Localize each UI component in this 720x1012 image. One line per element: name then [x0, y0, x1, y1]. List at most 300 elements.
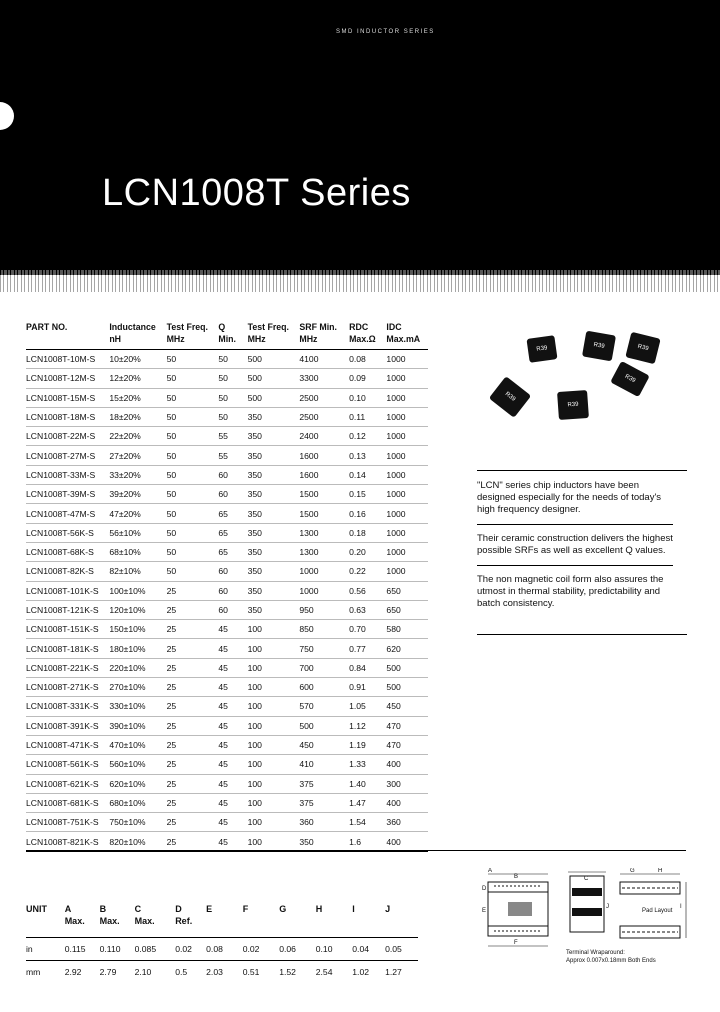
- table-cell: 680±10%: [109, 793, 166, 812]
- table-cell: 1300: [299, 542, 349, 561]
- table-cell: 50: [167, 504, 219, 523]
- table-cell: 350: [248, 504, 300, 523]
- table-cell: 45: [218, 678, 247, 697]
- dimension-diagram: [480, 868, 692, 968]
- dim-col-header: H: [315, 904, 323, 914]
- table-cell: 360: [299, 813, 349, 832]
- table-row: [26, 427, 428, 446]
- table-row: [26, 407, 428, 426]
- dim-col-header: F: [242, 904, 249, 914]
- table-cell: 60: [218, 562, 247, 581]
- table-row: [26, 813, 428, 832]
- table-cell: 25: [167, 716, 219, 735]
- table-cell: 1000: [386, 485, 428, 504]
- table-row: [26, 465, 428, 484]
- description-paragraph: The non magnetic coil form also assures the utmost in thermal stability, predictability and batch consistency.: [477, 574, 664, 609]
- table-row: [26, 388, 428, 407]
- table-cell: 500: [248, 388, 300, 407]
- table-row: [26, 697, 428, 716]
- table-cell: 10±20%: [109, 350, 166, 369]
- dim-label-b: B: [514, 874, 519, 880]
- table-row: [26, 639, 428, 658]
- table-cell: 25: [167, 600, 219, 619]
- table-cell: 60: [218, 465, 247, 484]
- table-cell: 12±20%: [109, 369, 166, 388]
- table-cell: 350: [299, 832, 349, 851]
- part-number-cell: LCN1008T-121K-S: [26, 600, 109, 619]
- table-cell: 400: [386, 755, 428, 774]
- dimensions-table: [26, 903, 418, 983]
- table-cell: 580: [386, 620, 428, 639]
- table-cell: 27±20%: [109, 446, 166, 465]
- table-cell: 45: [218, 774, 247, 793]
- scan-noise-strip: [0, 270, 720, 292]
- table-cell: 50: [167, 350, 219, 369]
- table-cell: 50: [167, 369, 219, 388]
- table-cell: 0.08: [349, 350, 386, 369]
- table-cell: 3300: [299, 369, 349, 388]
- table-cell: 25: [167, 813, 219, 832]
- pad-layout-label: Pad Layout: [642, 908, 673, 914]
- table-cell: 100: [248, 639, 300, 658]
- table-cell: 650: [386, 600, 428, 619]
- part-number-cell: LCN1008T-471K-S: [26, 735, 109, 754]
- table-cell: 45: [218, 697, 247, 716]
- table-cell: 0.14: [349, 465, 386, 484]
- dim-label-h: H: [658, 868, 663, 874]
- table-cell: 375: [299, 793, 349, 812]
- table-cell: 270±10%: [109, 678, 166, 697]
- table-cell: 350: [248, 542, 300, 561]
- table-cell: 50: [218, 388, 247, 407]
- table-row: [26, 735, 428, 754]
- table-cell: 0.20: [349, 542, 386, 561]
- table-cell: 1.54: [349, 813, 386, 832]
- table-cell: 1000: [386, 350, 428, 369]
- part-number-cell: LCN1008T-18M-S: [26, 407, 109, 426]
- table-cell: 400: [386, 832, 428, 851]
- table-cell: 1000: [299, 581, 349, 600]
- table-cell: 0.91: [349, 678, 386, 697]
- table-cell: 0.16: [349, 504, 386, 523]
- table-cell: 0.22: [349, 562, 386, 581]
- table-cell: 1.05: [349, 697, 386, 716]
- dimension-cell: 2.79: [100, 961, 135, 984]
- table-cell: 22±20%: [109, 427, 166, 446]
- table-cell: 350: [248, 523, 300, 542]
- table-cell: 0.63: [349, 600, 386, 619]
- table-cell: 55: [218, 446, 247, 465]
- side-view: [488, 874, 548, 946]
- part-number-cell: LCN1008T-821K-S: [26, 832, 109, 851]
- dim-label-a: A: [488, 868, 493, 874]
- col-header: Test Freq. MHz: [248, 321, 300, 350]
- table-cell: 45: [218, 735, 247, 754]
- table-cell: 50: [167, 427, 219, 446]
- dimension-cell: 0.02: [243, 938, 280, 961]
- table-cell: 0.77: [349, 639, 386, 658]
- table-cell: 350: [248, 600, 300, 619]
- part-number-cell: LCN1008T-181K-S: [26, 639, 109, 658]
- product-photo: [480, 325, 690, 425]
- table-cell: 1.12: [349, 716, 386, 735]
- dimensions-header-row: [26, 903, 418, 938]
- table-cell: 500: [386, 678, 428, 697]
- col-header: Inductance nH: [109, 321, 166, 350]
- table-cell: 0.56: [349, 581, 386, 600]
- part-number-cell: LCN1008T-33M-S: [26, 465, 109, 484]
- unit-cell: mm: [26, 961, 65, 984]
- table-cell: 100: [248, 832, 300, 851]
- dim-label-j: J: [606, 904, 609, 910]
- table-row: [26, 793, 428, 812]
- table-cell: 620: [386, 639, 428, 658]
- table-cell: 25: [167, 793, 219, 812]
- table-cell: 1.6: [349, 832, 386, 851]
- table-cell: 60: [218, 581, 247, 600]
- dimension-cell: 0.51: [243, 961, 280, 984]
- col-header: Q Min.: [218, 321, 247, 350]
- table-cell: 65: [218, 523, 247, 542]
- table-cell: 100: [248, 678, 300, 697]
- col-header: PART NO.: [26, 321, 109, 350]
- table-cell: 50: [167, 388, 219, 407]
- chip-image: R39: [489, 376, 531, 418]
- chip-image: R39: [557, 390, 589, 420]
- table-cell: 25: [167, 774, 219, 793]
- table-cell: 1000: [386, 407, 428, 426]
- part-number-cell: LCN1008T-15M-S: [26, 388, 109, 407]
- table-cell: 25: [167, 735, 219, 754]
- table-cell: 350: [248, 581, 300, 600]
- table-cell: 220±10%: [109, 658, 166, 677]
- chip-image: R39: [582, 331, 616, 362]
- table-cell: 1000: [386, 465, 428, 484]
- table-cell: 0.09: [349, 369, 386, 388]
- table-cell: 47±20%: [109, 504, 166, 523]
- dim-col-header: D Ref.: [175, 904, 193, 926]
- table-cell: 500: [386, 658, 428, 677]
- dimension-cell: 0.05: [385, 938, 418, 961]
- part-number-cell: LCN1008T-22M-S: [26, 427, 109, 446]
- part-number-cell: LCN1008T-681K-S: [26, 793, 109, 812]
- table-cell: 100: [248, 755, 300, 774]
- dim-col-header: J: [385, 904, 391, 914]
- table-cell: 600: [299, 678, 349, 697]
- table-cell: 25: [167, 620, 219, 639]
- table-cell: 25: [167, 639, 219, 658]
- table-cell: 50: [218, 350, 247, 369]
- table-row: [26, 658, 428, 677]
- dim-col-header: B Max.: [99, 904, 120, 926]
- table-cell: 1.19: [349, 735, 386, 754]
- table-cell: 470±10%: [109, 735, 166, 754]
- table-cell: 100: [248, 620, 300, 639]
- table-cell: 180±10%: [109, 639, 166, 658]
- table-cell: 330±10%: [109, 697, 166, 716]
- dimension-cell: 1.27: [385, 961, 418, 984]
- table-cell: 56±10%: [109, 523, 166, 542]
- table-cell: 4100: [299, 350, 349, 369]
- table-cell: 0.13: [349, 446, 386, 465]
- table-header-row: [26, 321, 428, 350]
- table-cell: 0.12: [349, 427, 386, 446]
- table-cell: 1000: [386, 504, 428, 523]
- dimension-cell: 0.04: [352, 938, 385, 961]
- dimension-cell: 0.08: [206, 938, 243, 961]
- dim-label-g: G: [630, 868, 635, 874]
- table-row: [26, 504, 428, 523]
- binder-hole: [0, 102, 14, 130]
- table-cell: 1000: [386, 446, 428, 465]
- col-header: Test Freq. MHz: [167, 321, 219, 350]
- table-cell: 350: [248, 446, 300, 465]
- table-cell: 65: [218, 542, 247, 561]
- table-cell: 100: [248, 735, 300, 754]
- table-cell: 350: [248, 427, 300, 446]
- table-row: [26, 562, 428, 581]
- table-cell: 410: [299, 755, 349, 774]
- dimension-cell: 0.085: [135, 938, 176, 961]
- table-cell: 1000: [386, 542, 428, 561]
- table-cell: 560±10%: [109, 755, 166, 774]
- table-cell: 50: [167, 407, 219, 426]
- table-cell: 700: [299, 658, 349, 677]
- table-cell: 1000: [386, 427, 428, 446]
- table-cell: 950: [299, 600, 349, 619]
- table-cell: 1600: [299, 446, 349, 465]
- terminal-note: Terminal Wraparound:: [566, 950, 625, 956]
- table-cell: 360: [386, 813, 428, 832]
- table-cell: 50: [167, 485, 219, 504]
- table-row: [26, 581, 428, 600]
- table-cell: 50: [167, 446, 219, 465]
- table-cell: 0.70: [349, 620, 386, 639]
- dim-col-header: G: [279, 904, 287, 914]
- table-row: [26, 620, 428, 639]
- dimension-cell: 1.02: [352, 961, 385, 984]
- dim-label-c: C: [584, 876, 589, 882]
- dimension-cell: 2.10: [135, 961, 176, 984]
- table-cell: 2400: [299, 427, 349, 446]
- table-cell: 850: [299, 620, 349, 639]
- table-cell: 60: [218, 485, 247, 504]
- dimension-cell: 2.92: [65, 961, 100, 984]
- table-cell: 1.40: [349, 774, 386, 793]
- table-cell: 60: [218, 600, 247, 619]
- table-cell: 100: [248, 774, 300, 793]
- dim-col-header: I: [352, 904, 355, 914]
- dimension-cell: 0.110: [100, 938, 135, 961]
- part-number-cell: LCN1008T-39M-S: [26, 485, 109, 504]
- dimension-cell: 0.06: [279, 938, 316, 961]
- table-cell: 1000: [386, 388, 428, 407]
- dimension-cell: 1.52: [279, 961, 316, 984]
- table-row: [26, 755, 428, 774]
- dim-label-d: D: [482, 886, 487, 892]
- table-cell: 25: [167, 697, 219, 716]
- table-cell: 100: [248, 793, 300, 812]
- section-divider: [26, 850, 686, 851]
- header-banner: [0, 0, 720, 275]
- table-cell: 100: [248, 697, 300, 716]
- dimension-cell: 0.10: [316, 938, 353, 961]
- table-cell: 100: [248, 716, 300, 735]
- table-row: [26, 523, 428, 542]
- chip-image: R39: [625, 332, 660, 364]
- col-header: SRF Min. MHz: [299, 321, 349, 350]
- dim-label-f: F: [514, 940, 518, 946]
- table-cell: 65: [218, 504, 247, 523]
- table-cell: 375: [299, 774, 349, 793]
- table-cell: 350: [248, 407, 300, 426]
- table-cell: 25: [167, 678, 219, 697]
- table-cell: 2500: [299, 407, 349, 426]
- chip-image: R39: [610, 361, 650, 397]
- table-row: [26, 716, 428, 735]
- table-cell: 50: [167, 542, 219, 561]
- description-bottom-rule: [477, 634, 687, 635]
- table-cell: 1600: [299, 465, 349, 484]
- table-cell: 1.33: [349, 755, 386, 774]
- terminal-note-2: Approx 0.007x0.18mm Both Ends: [566, 958, 656, 964]
- table-cell: 18±20%: [109, 407, 166, 426]
- table-cell: 820±10%: [109, 832, 166, 851]
- table-cell: 500: [299, 716, 349, 735]
- dimensions-row: [26, 938, 418, 961]
- unit-cell: in: [26, 938, 65, 961]
- dimension-cell: 0.115: [65, 938, 100, 961]
- table-row: [26, 350, 428, 369]
- part-number-cell: LCN1008T-151K-S: [26, 620, 109, 639]
- part-number-cell: LCN1008T-331K-S: [26, 697, 109, 716]
- table-cell: 750: [299, 639, 349, 658]
- table-cell: 500: [248, 369, 300, 388]
- part-number-cell: LCN1008T-391K-S: [26, 716, 109, 735]
- table-cell: 25: [167, 581, 219, 600]
- description-top-rule: [477, 470, 687, 471]
- table-cell: 82±10%: [109, 562, 166, 581]
- part-number-cell: LCN1008T-621K-S: [26, 774, 109, 793]
- table-cell: 1500: [299, 504, 349, 523]
- dim-col-header: UNIT: [26, 904, 47, 914]
- part-number-cell: LCN1008T-82K-S: [26, 562, 109, 581]
- part-number-cell: LCN1008T-68K-S: [26, 542, 109, 561]
- table-cell: 50: [167, 465, 219, 484]
- table-cell: 50: [167, 523, 219, 542]
- dim-label-i: I: [680, 904, 682, 910]
- table-row: [26, 774, 428, 793]
- table-cell: 45: [218, 658, 247, 677]
- table-cell: 120±10%: [109, 600, 166, 619]
- table-row: [26, 600, 428, 619]
- table-cell: 25: [167, 755, 219, 774]
- table-cell: 100: [248, 658, 300, 677]
- series-tag: SMD INDUCTOR SERIES: [336, 29, 435, 35]
- col-header: IDC Max.mA: [386, 321, 428, 350]
- table-cell: 45: [218, 755, 247, 774]
- part-number-cell: LCN1008T-47M-S: [26, 504, 109, 523]
- table-cell: 390±10%: [109, 716, 166, 735]
- table-row: [26, 485, 428, 504]
- table-cell: 1.47: [349, 793, 386, 812]
- table-cell: 0.10: [349, 388, 386, 407]
- pad-layout-view: [620, 874, 686, 938]
- table-cell: 500: [248, 350, 300, 369]
- table-cell: 750±10%: [109, 813, 166, 832]
- table-cell: 350: [248, 562, 300, 581]
- table-body: [26, 350, 428, 852]
- part-number-cell: LCN1008T-271K-S: [26, 678, 109, 697]
- table-cell: 68±10%: [109, 542, 166, 561]
- table-row: [26, 832, 428, 851]
- part-number-cell: LCN1008T-751K-S: [26, 813, 109, 832]
- table-cell: 620±10%: [109, 774, 166, 793]
- table-cell: 45: [218, 639, 247, 658]
- table-cell: 1000: [299, 562, 349, 581]
- dimension-cell: 2.54: [316, 961, 353, 984]
- part-number-cell: LCN1008T-27M-S: [26, 446, 109, 465]
- dimensions-row: [26, 961, 418, 984]
- table-cell: 1500: [299, 485, 349, 504]
- dim-col-header: E: [206, 904, 213, 914]
- col-header: RDC Max.Ω: [349, 321, 386, 350]
- dim-label-e: E: [482, 908, 487, 914]
- dimension-cell: 0.5: [175, 961, 206, 984]
- table-cell: 0.84: [349, 658, 386, 677]
- table-cell: 100: [248, 813, 300, 832]
- table-cell: 350: [248, 485, 300, 504]
- specification-table: [26, 321, 428, 852]
- table-row: [26, 369, 428, 388]
- table-row: [26, 678, 428, 697]
- table-cell: 450: [386, 697, 428, 716]
- chip-image: R39: [526, 335, 557, 363]
- table-cell: 300: [386, 774, 428, 793]
- table-cell: 1300: [299, 523, 349, 542]
- part-number-cell: LCN1008T-56K-S: [26, 523, 109, 542]
- description-paragraph: "LCN" series chip inductors have been designed especially for the needs of today's high frequency designer.: [477, 480, 673, 525]
- table-cell: 2500: [299, 388, 349, 407]
- table-cell: 50: [167, 562, 219, 581]
- table-cell: 650: [386, 581, 428, 600]
- dim-col-header: C Max.: [134, 904, 155, 926]
- table-cell: 400: [386, 793, 428, 812]
- table-cell: 25: [167, 832, 219, 851]
- table-cell: 33±20%: [109, 465, 166, 484]
- table-cell: 45: [218, 620, 247, 639]
- dimensions-body: [26, 938, 418, 984]
- table-cell: 150±10%: [109, 620, 166, 639]
- table-cell: 55: [218, 427, 247, 446]
- table-cell: 470: [386, 735, 428, 754]
- description-paragraph: Their ceramic construction delivers the highest possible SRFs as well as excellent Q values.: [477, 533, 673, 566]
- table-cell: 570: [299, 697, 349, 716]
- table-cell: 50: [218, 407, 247, 426]
- table-row: [26, 446, 428, 465]
- table-cell: 50: [218, 369, 247, 388]
- table-cell: 350: [248, 465, 300, 484]
- part-number-cell: LCN1008T-10M-S: [26, 350, 109, 369]
- dimension-cell: 2.03: [206, 961, 243, 984]
- table-row: [26, 542, 428, 561]
- part-number-cell: LCN1008T-561K-S: [26, 755, 109, 774]
- table-cell: 25: [167, 658, 219, 677]
- table-cell: 1000: [386, 523, 428, 542]
- table-cell: 470: [386, 716, 428, 735]
- table-cell: 450: [299, 735, 349, 754]
- table-cell: 45: [218, 832, 247, 851]
